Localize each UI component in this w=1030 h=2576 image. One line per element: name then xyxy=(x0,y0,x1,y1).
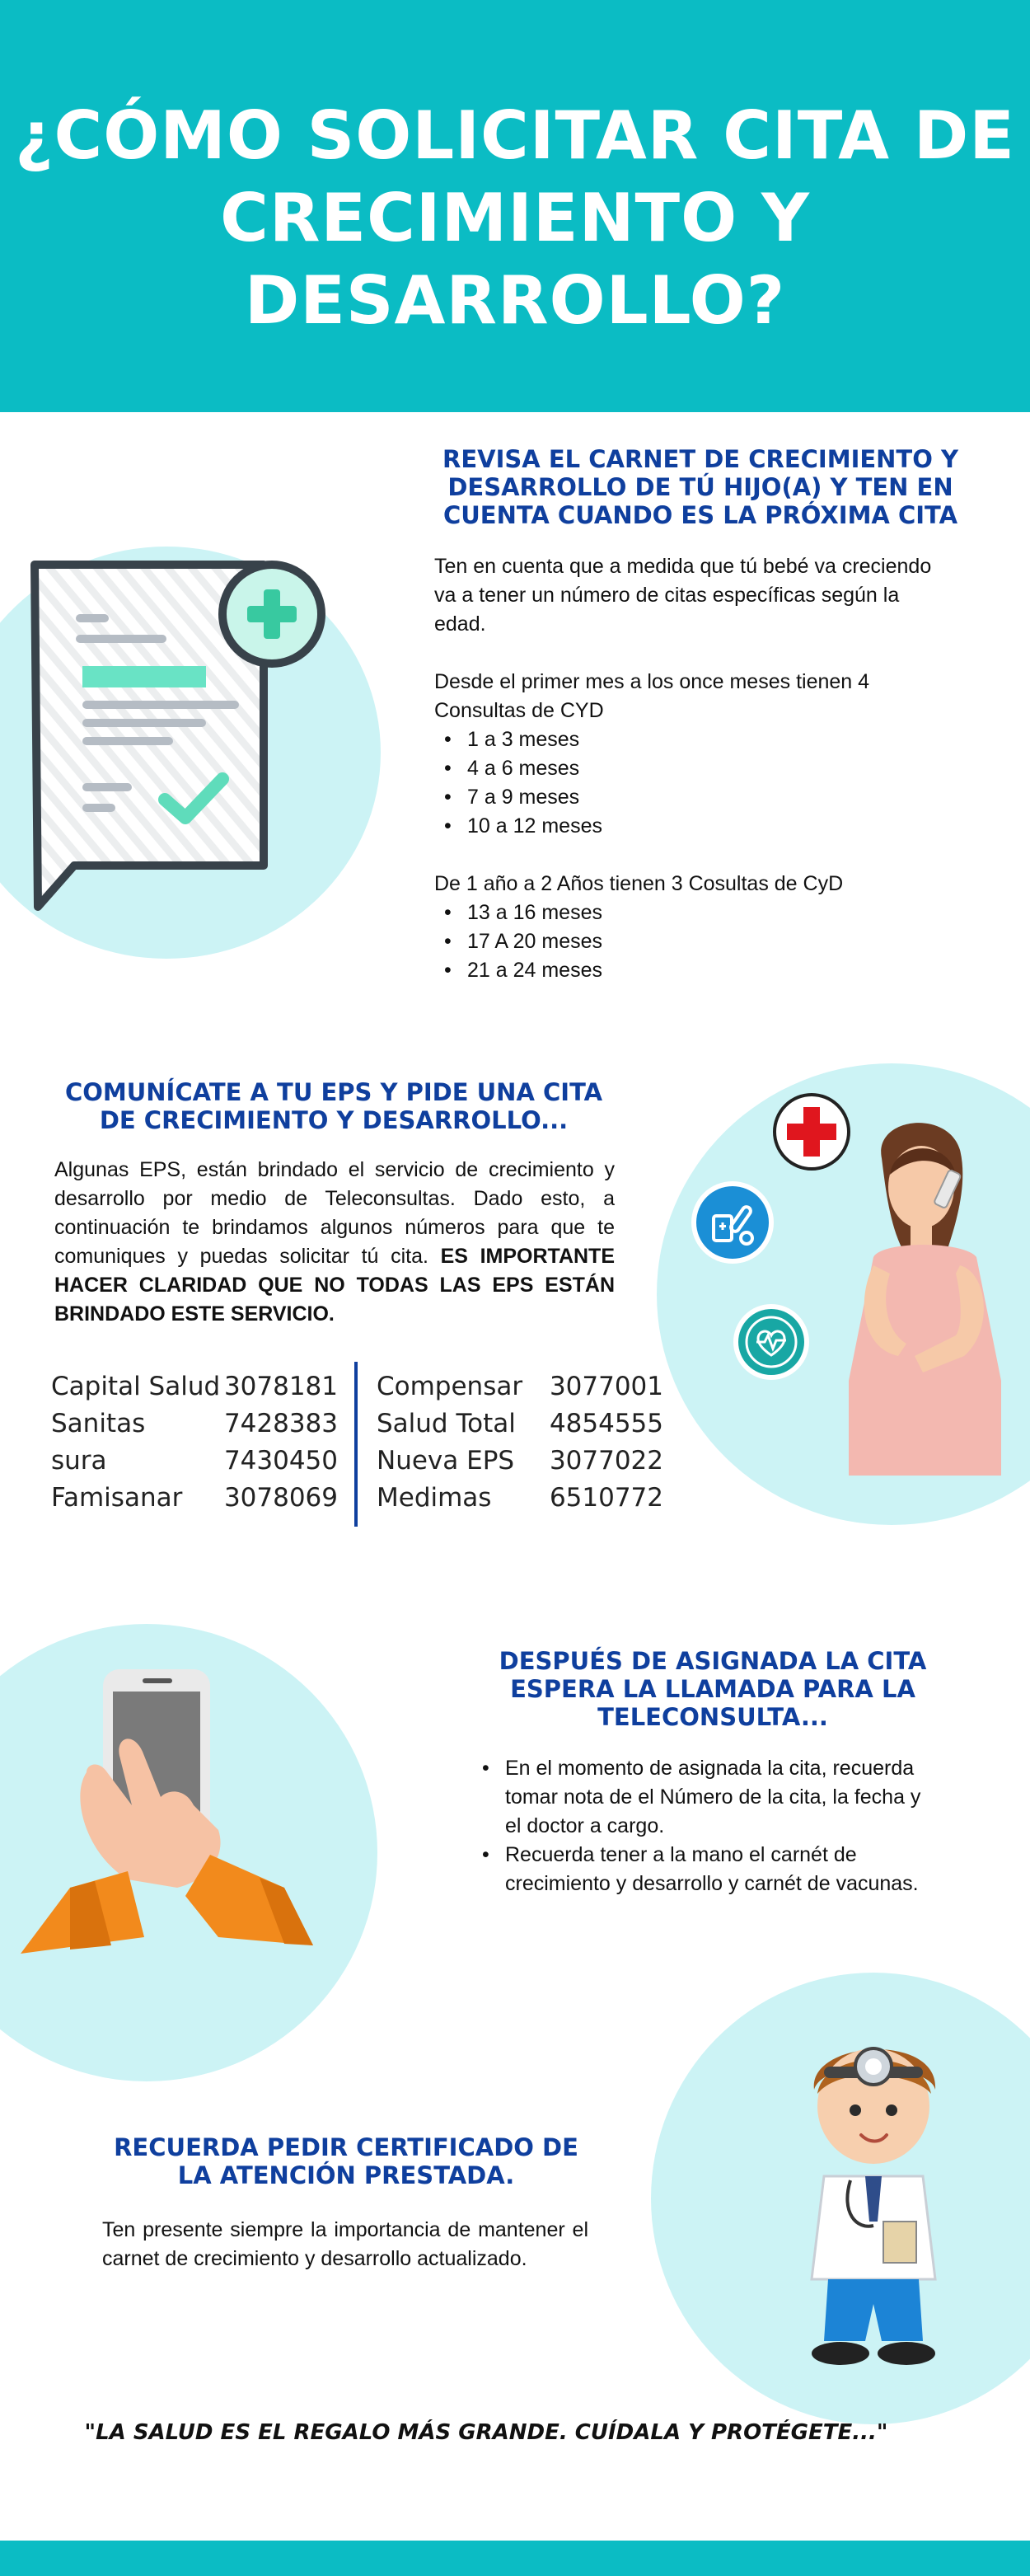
eps-name: Capital Salud xyxy=(51,1372,221,1401)
eps-name: Famisanar xyxy=(51,1483,183,1513)
eps-phone: 6510772 xyxy=(549,1483,663,1513)
medicine-icon xyxy=(689,1179,776,1266)
table-row xyxy=(377,1480,663,1517)
woman-on-phone-illustration xyxy=(824,1109,1022,1476)
eps-table-left xyxy=(51,1368,338,1517)
hand-phone-icon xyxy=(21,1665,334,1954)
section4-text: Ten presente siempre la importancia de mantener el carnet de crecimiento y desarrollo actualizado. xyxy=(102,2218,588,2270)
table-row xyxy=(51,1405,338,1443)
eps-name: Compensar xyxy=(377,1372,523,1401)
eps-name: Sanitas xyxy=(51,1409,146,1438)
section2-title: COMUNÍCATE A TU EPS Y PIDE UNA CITA DE CRECIMIENTO Y DESARROLLO... xyxy=(64,1078,603,1134)
list-item: • 10 a 12 meses xyxy=(434,812,945,841)
eps-name: Salud Total xyxy=(377,1409,516,1438)
eps-name: sura xyxy=(51,1446,107,1476)
list-item: • 13 a 16 meses xyxy=(434,899,945,927)
list-item: • Recuerda tener a la mano el carnét de crecimiento y desarrollo y carnét de vacunas. xyxy=(472,1841,942,1898)
section3-body xyxy=(472,1754,942,1898)
table-row xyxy=(377,1368,663,1405)
footer-bar xyxy=(0,2541,1030,2576)
section2-text-block xyxy=(54,1156,615,1329)
document-check-icon xyxy=(25,544,338,923)
table-row xyxy=(51,1480,338,1517)
eps-name: Medimas xyxy=(377,1483,492,1513)
eps-phone: 3077022 xyxy=(549,1446,663,1476)
eps-phone: 4854555 xyxy=(549,1409,663,1438)
list-item: • 1 a 3 meses xyxy=(434,725,945,754)
section1-group2-heading: De 1 año a 2 Años tienen 3 Cosultas de CyD xyxy=(434,872,844,895)
closing-quote: "LA SALUD ES EL REGALO MÁS GRANDE. CUÍDALA Y PROTÉGETE..." xyxy=(84,2420,888,2445)
eps-table-right xyxy=(377,1368,663,1517)
table-row xyxy=(51,1443,338,1480)
eps-phone: 7428383 xyxy=(223,1409,338,1438)
list-item: • 17 A 20 meses xyxy=(434,927,945,956)
heartbeat-icon xyxy=(732,1302,811,1382)
eps-phone: 3078181 xyxy=(223,1372,338,1401)
list-item: • En el momento de asignada la cita, recuerda tomar nota de el Número de la cita, la fecha y el doctor a cargo. xyxy=(472,1754,942,1841)
section1-group1-list xyxy=(434,725,945,841)
eps-table-divider xyxy=(354,1362,358,1527)
section3-list xyxy=(472,1754,942,1898)
section2-warning: ES IMPORTANTE HACER CLARIDAD QUE NO TODAS LAS EPS ESTÁN BRINDADO ESTE SERVICIO. xyxy=(54,1245,615,1326)
eps-phone: 3078069 xyxy=(223,1483,338,1513)
table-row xyxy=(377,1443,663,1480)
section1-body xyxy=(434,552,945,985)
eps-phone: 3077001 xyxy=(549,1372,663,1401)
list-item: • 21 a 24 meses xyxy=(434,956,945,985)
section1-title: REVISA EL CARNET DE CRECIMIENTO Y DESARROLLO DE TÚ HIJO(A) Y TEN EN CUENTA CUANDO ES LA PRÓXIMA CITA xyxy=(442,445,958,529)
section1-group1-heading: Desde el primer mes a los once meses tienen 4 Consultas de CYD xyxy=(434,670,870,722)
section3-title: DESPUÉS DE ASIGNADA LA CITA ESPERA LA LLAMADA PARA LA TELECONSULTA... xyxy=(499,1647,927,1731)
section1-intro: Ten en cuenta que a medida que tú bebé va creciendo va a tener un número de citas específicas según la edad. xyxy=(434,555,932,636)
eps-phone: 7430450 xyxy=(223,1446,338,1476)
section4-title: RECUERDA PEDIR CERTIFICADO DE LA ATENCIÓN PRESTADA. xyxy=(114,2133,578,2189)
table-row xyxy=(51,1368,338,1405)
section2-text: Algunas EPS, están brindado el servicio de crecimiento y desarrollo por medio de Teleconsultas. Dado esto, a continuación te brindamos algunos números para que te comuniques y puedas solicitar tú cita. xyxy=(54,1158,615,1268)
header-banner xyxy=(0,0,1030,412)
list-item: • 7 a 9 meses xyxy=(434,783,945,812)
list-item: • 4 a 6 meses xyxy=(434,754,945,783)
page-title: ¿CÓMO SOLICITAR CITA DE CRECIMIENTO Y DESARROLLO? xyxy=(15,97,1015,339)
doctor-illustration xyxy=(791,2015,956,2378)
eps-name: Nueva EPS xyxy=(377,1446,515,1476)
section1-group2-list xyxy=(434,899,945,985)
table-row xyxy=(377,1405,663,1443)
